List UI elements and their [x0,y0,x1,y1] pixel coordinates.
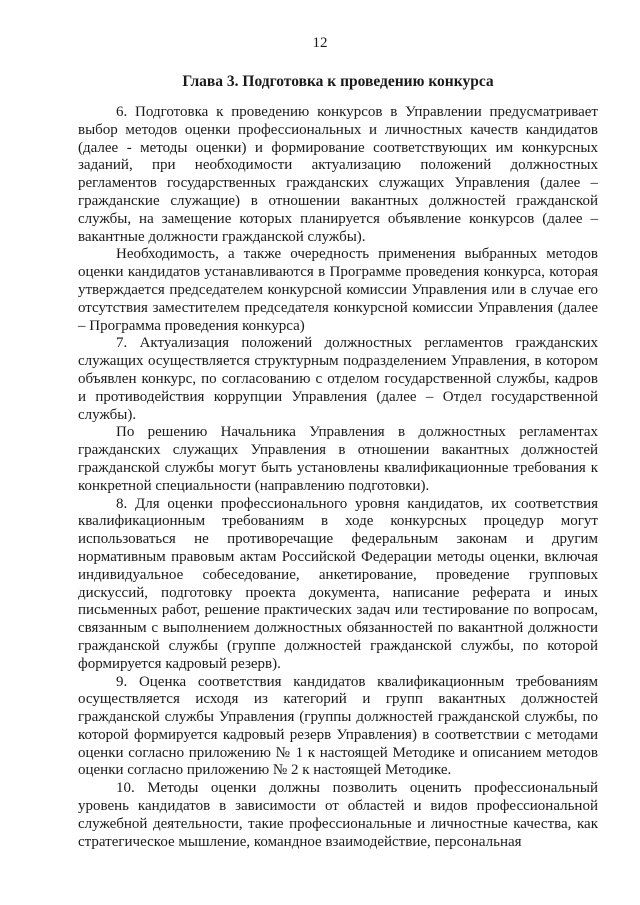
page-number: 12 [312,35,328,51]
paragraph-6: 6. Подготовка к проведению конкурсов в Управлении предусматривает выбор методов оценки профессиональных и личностных качеств кандидатов (далее - методы оценки) и формирование соответствующих им конкурсных заданий, при необходимости актуализацию положений должностных регламентов государственных гражданских служащих Управления (далее – гражданские служащие) в отношении вакантных должностей гражданской службы, на замещение которых планируется объявление конкурсов (далее – вакантные должности гражданской службы). [78,104,598,245]
paragraph-10: 10. Методы оценки должны позволить оценить профессиональный уровень кандидатов в зависимости от областей и видов профессиональной служебной деятельности, такие профессиональные и личностные качества, как стратегическое мышление, командное взаимодействие, персональная [78,780,598,850]
paragraph-7: 7. Актуализация положений должностных регламентов гражданских служащих осуществляется структурным подразделением Управления, в котором объявлен конкурс, по согласованию с отделом государственной службы, кадров и противодействия коррупции Управления (далее – Отдел государственной службы). [78,335,598,423]
paragraph-6-continued: Необходимость, а также очередность применения выбранных методов оценки кандидатов устанавливаются в Программе проведения конкурса, которая утверждается председателем конкурсной комиссии Управления или в случае его отсутствия заместителем председателя конкурсной комиссии Управления (далее – Программа проведения конкурса) [78,246,598,334]
paragraph-9: 9. Оценка соответствия кандидатов квалификационным требованиям осуществляется исходя из категорий и групп вакантных должностей гражданской службы Управления (группы должностей гражданской службы, по которой формируется кадровый резерв Управления) в соответствии с методами оценки согласно приложению № 1 к настоящей Методике и описанием методов оценки согласно приложению № 2 к настоящей Методике. [78,673,598,779]
body-text [78,104,598,851]
paragraph-8: 8. Для оценки профессионального уровня кандидатов, их соответствия квалификационным требованиям в ходе конкурсных процедур могут использоваться не противоречащие федеральным законам и другим нормативным правовым актам Российской Федерации методы оценки, включая индивидуальное собеседование, анкетирование, проведение групповых дискуссий, подготовку проекта документа, написание реферата и иных письменных работ, решение практических задач или тестирование по вопросам, связанным с выполнением должностных обязанностей по вакантной должности гражданской службы (группе должностей гражданской службы, по которой формируется кадровый резерв). [78,495,598,672]
chapter-title: Глава 3. Подготовка к проведению конкурса [182,73,494,90]
paragraph-7-continued: По решению Начальника Управления в должностных регламентах гражданских служащих Управления в отношении вакантных должностей гражданской службы могут быть установлены квалификационные требования к конкретной специальности (направлению подготовки). [78,424,598,494]
